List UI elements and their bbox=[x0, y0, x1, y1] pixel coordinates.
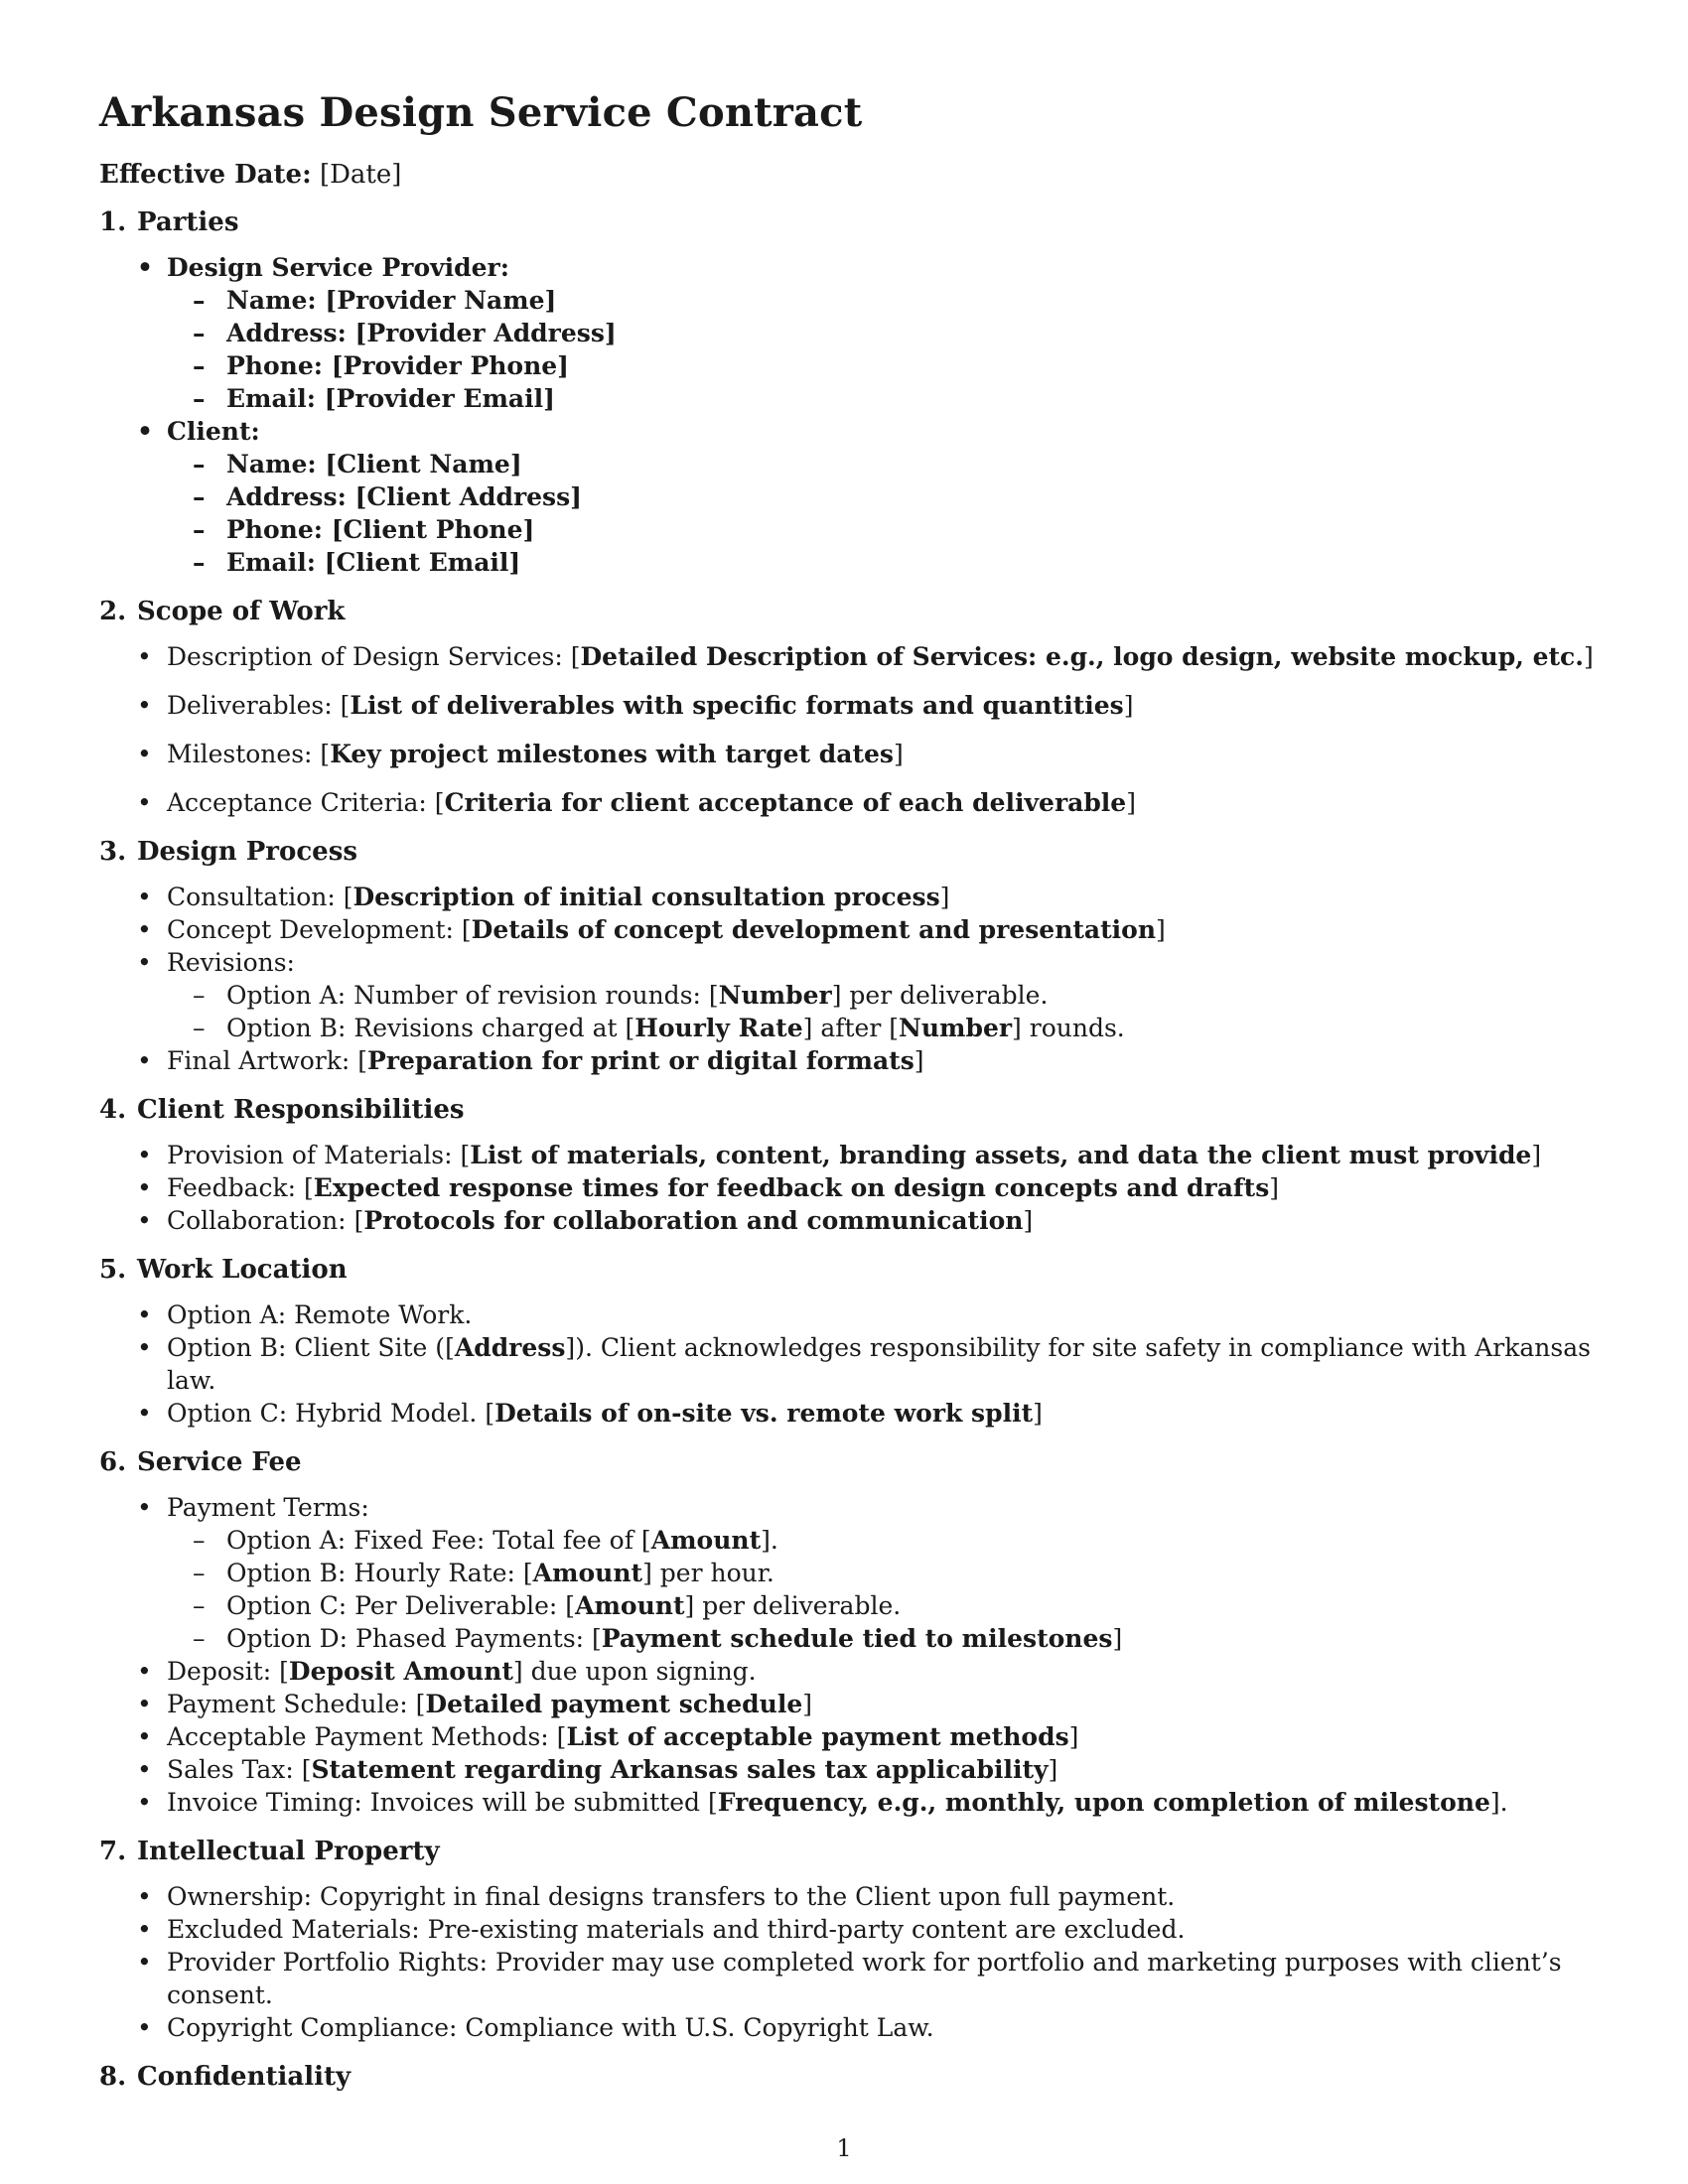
list-item: • Feedback: [Expected response times for feedback on design concepts and drafts] bbox=[129, 1171, 1609, 1204]
list-item: • Sales Tax: [Statement regarding Arkansas sales tax applicability] bbox=[129, 1753, 1609, 1786]
list-item: • Copyright Compliance: Compliance with U.S. Copyright Law. bbox=[129, 2011, 1609, 2044]
list-item: • Acceptance Criteria: [Criteria for client acceptance of each deliverable] bbox=[129, 786, 1609, 819]
section-1-list bbox=[99, 251, 1609, 579]
document-title: Arkansas Design Service Contract bbox=[99, 89, 863, 136]
section-8-heading: 8. Confidentiality bbox=[99, 2062, 352, 2092]
list-item: • Excluded Materials: Pre-existing materials and third-party content are excluded. bbox=[129, 1913, 1609, 1946]
section-4-list bbox=[99, 1139, 1609, 1237]
effective-date: Effective Date: [Date] bbox=[99, 160, 402, 190]
list-item: • Option C: Hybrid Model. [Details of on-site vs. remote work split] bbox=[129, 1397, 1609, 1430]
list-item: • Deposit: [Deposit Amount] due upon signing. bbox=[129, 1655, 1609, 1688]
list-item: • Final Artwork: [Preparation for print or digital formats] bbox=[129, 1044, 1609, 1077]
list-item: • Client: – Name: [Client Name] – Address: [Client Address] – Phone: [Client Phone] – Email: [Client Email] bbox=[129, 415, 1609, 579]
list-item: • Acceptable Payment Methods: [List of acceptable payment methods] bbox=[129, 1720, 1609, 1753]
section-4-heading: 4. Client Responsibilities bbox=[99, 1095, 465, 1125]
page-number: 1 bbox=[836, 2134, 852, 2162]
list-item: • Provision of Materials: [List of materials, content, branding assets, and data the client must provide] bbox=[129, 1139, 1609, 1171]
list-item: – Address: [Client Address] bbox=[189, 480, 1609, 513]
list-item: • Option B: Client Site ([Address]). Client acknowledges responsibility for site safety in compliance with Arkansas law. bbox=[129, 1331, 1609, 1397]
list-item: • Concept Development: [Details of concept development and presentation] bbox=[129, 913, 1609, 946]
list-item: • Payment Terms: – Option A: Fixed Fee: Total fee of [Amount]. – Option B: Hourly Rate: [Amount] per hour. – Option C: Per Deliverable: [Amount] per deliverable. – Option D: Phased Payments: [Payment schedule tied to milestones] bbox=[129, 1491, 1609, 1655]
list-item: – Option D: Phased Payments: [Payment schedule tied to milestones] bbox=[189, 1622, 1609, 1655]
list-item: • Milestones: [Key project milestones with target dates] bbox=[129, 738, 1609, 770]
list-item: – Phone: [Provider Phone] bbox=[189, 349, 1609, 382]
list-item: • Revisions: – Option A: Number of revision rounds: [Number] per deliverable. – Option B: Revisions charged at [Hourly Rate] after [Number] rounds. bbox=[129, 946, 1609, 1044]
list-item: – Option A: Number of revision rounds: [Number] per deliverable. bbox=[189, 979, 1609, 1012]
list-item: • Collaboration: [Protocols for collaboration and communication] bbox=[129, 1204, 1609, 1237]
section-7-heading: 7. Intellectual Property bbox=[99, 1837, 440, 1866]
list-item: – Option C: Per Deliverable: [Amount] per deliverable. bbox=[189, 1589, 1609, 1622]
section-2-heading: 2. Scope of Work bbox=[99, 597, 346, 626]
section-6-list bbox=[99, 1491, 1609, 1819]
section-7-list bbox=[99, 1880, 1609, 2044]
list-item: – Name: [Provider Name] bbox=[189, 284, 1609, 317]
list-item: • Ownership: Copyright in final designs transfers to the Client upon full payment. bbox=[129, 1880, 1609, 1913]
list-item: – Email: [Provider Email] bbox=[189, 382, 1609, 415]
list-item: – Option B: Hourly Rate: [Amount] per hour. bbox=[189, 1557, 1609, 1589]
list-item: • Deliverables: [List of deliverables with specific formats and quantities] bbox=[129, 689, 1609, 722]
section-5-list bbox=[99, 1298, 1609, 1430]
list-item: • Invoice Timing: Invoices will be submitted [Frequency, e.g., monthly, upon completion of milestone]. bbox=[129, 1786, 1609, 1819]
document-page bbox=[99, 60, 1609, 2106]
list-item: • Option A: Remote Work. bbox=[129, 1298, 1609, 1331]
list-item: – Name: [Client Name] bbox=[189, 448, 1609, 480]
list-item: – Option B: Revisions charged at [Hourly Rate] after [Number] rounds. bbox=[189, 1012, 1609, 1044]
list-item: • Payment Schedule: [Detailed payment schedule] bbox=[129, 1688, 1609, 1720]
list-item: – Address: [Provider Address] bbox=[189, 317, 1609, 349]
list-item: • Provider Portfolio Rights: Provider may use completed work for portfolio and marketing purposes with client’s consent. bbox=[129, 1946, 1609, 2011]
list-item: • Consultation: [Description of initial consultation process] bbox=[129, 881, 1609, 913]
section-5-heading: 5. Work Location bbox=[99, 1255, 348, 1285]
list-item: • Design Service Provider: – Name: [Provider Name] – Address: [Provider Address] – Phone: [Provider Phone] – Email: [Provider Email] bbox=[129, 251, 1609, 415]
section-3-heading: 3. Design Process bbox=[99, 837, 357, 867]
section-2-list bbox=[99, 640, 1609, 819]
list-item: – Email: [Client Email] bbox=[189, 546, 1609, 579]
section-3-list bbox=[99, 881, 1609, 1077]
list-item: – Phone: [Client Phone] bbox=[189, 513, 1609, 546]
section-1-heading: 1. Parties bbox=[99, 207, 239, 237]
section-6-heading: 6. Service Fee bbox=[99, 1447, 302, 1477]
list-item: – Option A: Fixed Fee: Total fee of [Amount]. bbox=[189, 1524, 1609, 1557]
list-item: • Description of Design Services: [Detailed Description of Services: e.g., logo design, website mockup, etc.] bbox=[129, 640, 1609, 673]
